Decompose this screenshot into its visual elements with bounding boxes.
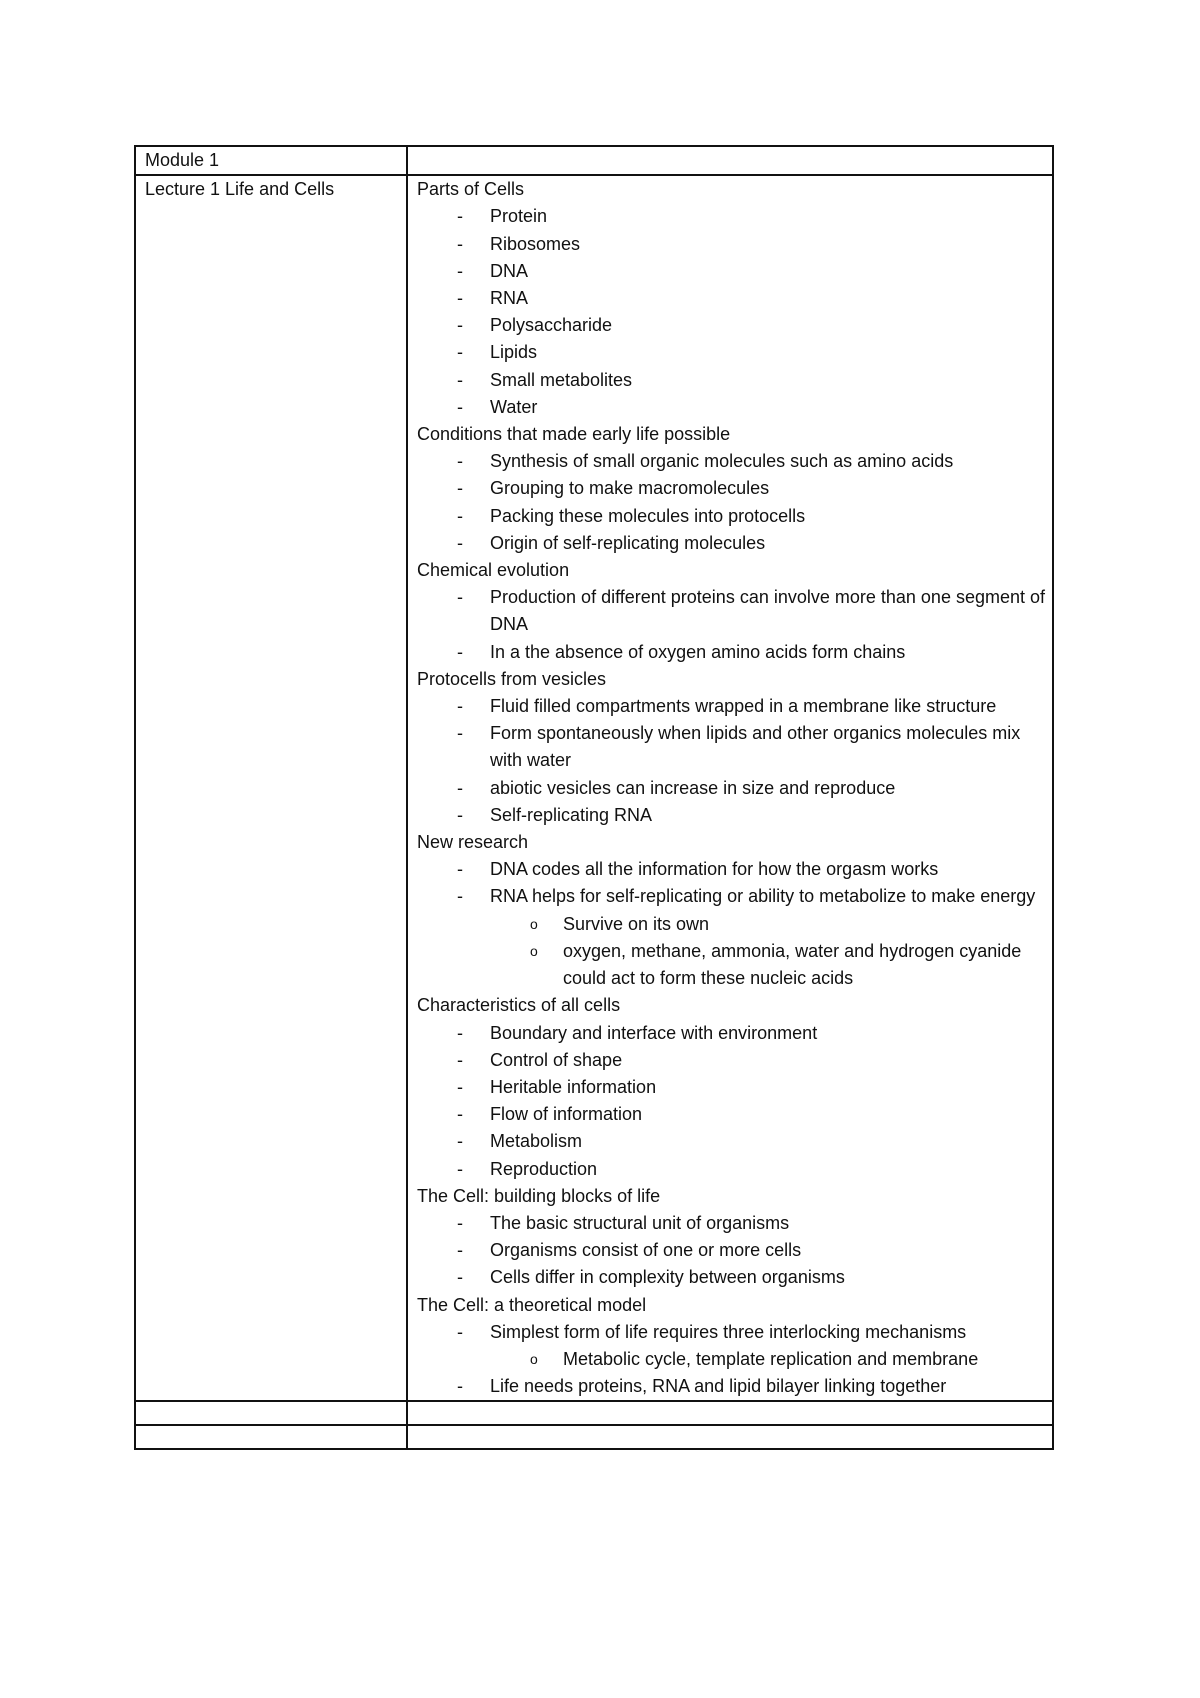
dash-marker: - — [457, 1240, 463, 1261]
bullet-text: Grouping to make macromolecules — [490, 478, 770, 499]
bullet-item — [417, 1210, 1052, 1237]
bullet-text: DNA codes all the information for how the orgasm works — [490, 859, 939, 880]
bullet-item — [417, 1237, 1052, 1264]
circle-marker: o — [530, 1350, 538, 1367]
bullet-text: abiotic vesicles can increase in size and reproduce — [490, 777, 896, 798]
bullet-text: Water — [490, 396, 538, 417]
bullet-item — [417, 802, 1052, 829]
empty-cell — [135, 1425, 407, 1449]
empty-row — [135, 1401, 1053, 1425]
bullet-item — [417, 1156, 1052, 1183]
bullet-item — [417, 231, 1052, 258]
bullet-text: Cells differ in complexity between organisms — [490, 1267, 845, 1288]
dash-marker: - — [457, 451, 463, 472]
bullet-item — [417, 367, 1052, 394]
dash-marker: - — [457, 1212, 463, 1233]
section-heading: Protocells from vesicles — [417, 668, 607, 689]
bullet-text: The basic structural unit of organisms — [490, 1212, 790, 1233]
bullet-text: RNA — [490, 288, 529, 309]
bullet-item — [417, 639, 1052, 666]
bullet-item — [417, 1074, 1052, 1101]
section-heading: New research — [417, 832, 529, 853]
bullet-text: Metabolism — [490, 1131, 583, 1152]
bullet-item — [417, 1047, 1052, 1074]
bullet-item — [417, 1128, 1052, 1155]
sub-bullet-text: Survive on its own — [563, 913, 710, 934]
module-content-cell — [407, 146, 1053, 175]
empty-cell — [407, 1401, 1053, 1425]
dash-marker: - — [457, 288, 463, 309]
dash-marker: - — [457, 532, 463, 553]
sub-bullet-text: Metabolic cycle, template replication and membrane — [563, 1348, 979, 1369]
dash-marker: - — [457, 505, 463, 526]
sub-bullet-text: oxygen, methane, ammonia, water and hydrogen cyanide could act to form these nucleic acids — [563, 940, 1022, 989]
bullet-item — [417, 584, 1052, 638]
dash-marker: - — [457, 396, 463, 417]
dash-marker: - — [457, 478, 463, 499]
bullet-text: Fluid filled compartments wrapped in a membrane like structure — [490, 696, 997, 717]
dash-marker: - — [457, 1131, 463, 1152]
bullet-item — [417, 203, 1052, 230]
module-title-cell — [135, 146, 407, 175]
dash-marker: - — [457, 342, 463, 363]
bullet-text: Ribosomes — [490, 233, 581, 254]
section-heading: The Cell: building blocks of life — [417, 1185, 661, 1206]
bullet-item — [417, 258, 1052, 285]
dash-marker: - — [457, 886, 463, 907]
bullet-text: Protein — [490, 206, 548, 227]
bullet-item — [417, 312, 1052, 339]
bullet-text: Self-replicating RNA — [490, 804, 653, 825]
bullet-text: Flow of information — [490, 1104, 643, 1125]
bullet-item — [417, 1264, 1052, 1291]
bullet-item — [417, 1101, 1052, 1128]
dash-marker: - — [457, 641, 463, 662]
bullet-text: Heritable information — [490, 1076, 657, 1097]
bullet-item — [417, 1319, 1052, 1346]
notes-table — [134, 145, 1054, 1450]
dash-marker: - — [457, 1321, 463, 1342]
circle-marker: o — [530, 942, 538, 959]
bullet-text: In a the absence of oxygen amino acids form chains — [490, 641, 906, 662]
bullet-item — [417, 720, 1052, 774]
section-heading: The Cell: a theoretical model — [417, 1294, 647, 1315]
bullet-item — [417, 1020, 1052, 1047]
bullet-text: Production of different proteins can involve more than one segment of DNA — [490, 587, 1046, 635]
bullet-item — [417, 475, 1052, 502]
bullet-item — [417, 448, 1052, 475]
dash-marker: - — [457, 1267, 463, 1288]
section-heading: Parts of Cells — [417, 179, 525, 200]
bullet-text: Form spontaneously when lipids and other organics molecules mix with water — [490, 723, 1021, 771]
bullet-item — [417, 883, 1052, 910]
bullet-text: DNA — [490, 260, 529, 281]
lecture-row — [135, 175, 1053, 1401]
sub-bullet-item — [417, 911, 1052, 938]
dash-marker: - — [457, 206, 463, 227]
dash-marker: - — [457, 315, 463, 336]
bullet-text: Packing these molecules into protocells — [490, 505, 806, 526]
dash-marker: - — [457, 859, 463, 880]
dash-marker: - — [457, 1158, 463, 1179]
empty-cell — [135, 1401, 407, 1425]
dash-marker: - — [457, 1049, 463, 1070]
dash-marker: - — [457, 260, 463, 281]
bullet-item — [417, 339, 1052, 366]
circle-marker: o — [530, 915, 538, 932]
bullet-text: Simplest form of life requires three interlocking mechanisms — [490, 1321, 967, 1342]
bullet-item — [417, 394, 1052, 421]
bullet-text: Reproduction — [490, 1158, 598, 1179]
bullet-item — [417, 503, 1052, 530]
bullet-text: Organisms consist of one or more cells — [490, 1240, 802, 1261]
bullet-item — [417, 530, 1052, 557]
dash-marker: - — [457, 233, 463, 254]
bullet-item — [417, 856, 1052, 883]
bullet-text: Control of shape — [490, 1049, 623, 1070]
empty-cell — [407, 1425, 1053, 1449]
dash-marker: - — [457, 696, 463, 717]
empty-row — [135, 1425, 1053, 1449]
lecture-title-cell — [135, 175, 407, 1401]
sub-bullet-item — [417, 938, 1052, 992]
sub-bullet-item — [417, 1346, 1052, 1373]
dash-marker: - — [457, 1104, 463, 1125]
lecture-notes-cell — [407, 175, 1053, 1401]
dash-marker: - — [457, 723, 463, 744]
module-row — [135, 146, 1053, 175]
dash-marker: - — [457, 1076, 463, 1097]
bullet-text: Synthesis of small organic molecules such as amino acids — [490, 451, 954, 472]
dash-marker: - — [457, 777, 463, 798]
bullet-text: Small metabolites — [490, 369, 633, 390]
dash-marker: - — [457, 1376, 463, 1397]
section-heading: Chemical evolution — [417, 560, 570, 581]
dash-marker: - — [457, 587, 463, 608]
bullet-text: Polysaccharide — [490, 315, 613, 336]
bullet-text: Life needs proteins, RNA and lipid bilayer linking together — [490, 1376, 947, 1397]
bullet-item — [417, 285, 1052, 312]
lecture-title: Lecture 1 Life and Cells — [145, 179, 335, 200]
section-heading: Conditions that made early life possible — [417, 424, 731, 445]
module-title: Module 1 — [145, 150, 220, 170]
bullet-text: Lipids — [490, 342, 538, 363]
bullet-text: Boundary and interface with environment — [490, 1022, 818, 1043]
bullet-item — [417, 1373, 1052, 1400]
dash-marker: - — [457, 369, 463, 390]
dash-marker: - — [457, 804, 463, 825]
bullet-item — [417, 693, 1052, 720]
bullet-text: RNA helps for self-replicating or ability to metabolize to make energy — [490, 886, 1036, 907]
bullet-item — [417, 775, 1052, 802]
section-heading: Characteristics of all cells — [417, 995, 621, 1016]
dash-marker: - — [457, 1022, 463, 1043]
bullet-text: Origin of self-replicating molecules — [490, 532, 766, 553]
